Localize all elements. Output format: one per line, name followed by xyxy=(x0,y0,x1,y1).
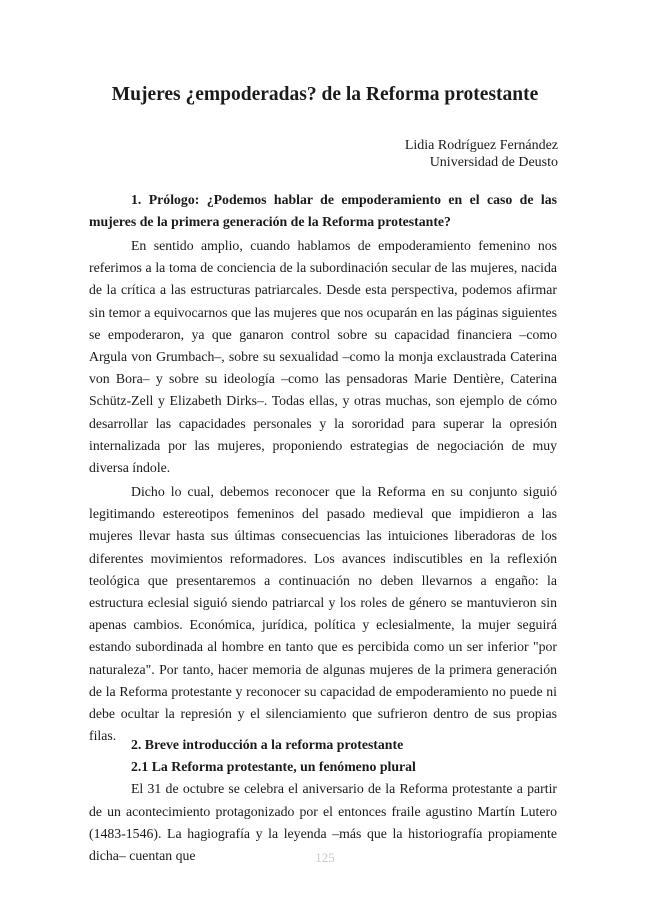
author-affiliation: Universidad de Deusto xyxy=(429,154,558,170)
section-2-block xyxy=(89,734,557,867)
page-number: 125 xyxy=(315,850,335,865)
section-2-heading: 2. Breve introducción a la reforma protestante xyxy=(131,737,404,752)
section-2-1-subheading: 2.1 La Reforma protestante, un fenómeno plural xyxy=(131,759,416,775)
section-1-paragraph-1-block xyxy=(89,235,557,479)
section-1-heading-block xyxy=(89,189,557,233)
section-1-heading: 1. Prólogo: ¿Podemos hablar de empoderamiento en el caso de las mujeres de la primera generación de la Reforma protestante? xyxy=(89,192,557,230)
author-block xyxy=(405,138,558,171)
section-1-paragraph-2-block xyxy=(89,481,557,747)
section-1-paragraph-2: Dicho lo cual, debemos reconocer que la Reforma en su conjunto siguió legitimando estereotipos femeninos del pasado medieval que impidieron a las mujeres llevar hasta sus últimas consecuencias las intuiciones liberadoras de los diferentes movimientos reformadores. Los avances indiscutibles en la reflexión teológica que presentaremos a continuación no deben llevarnos a engaño: la estructura eclesial siguió siendo patriarcal y los roles de género se mantuvieron sin apenas cambios. Económica, jurídica, política y eclesialmente, la mujer seguirá estando subordinada al hombre en tanto que es percibida como un ser inferior "por naturaleza". Por tanto, hacer memoria de algunas mujeres de la primera generación de la Reforma protestante y reconocer su capacidad de empoderamiento no puede ni debe ocultar la represión y el silenciamiento que sufrieron dentro de sus propias filas. xyxy=(89,484,557,744)
section-1-paragraph-1: En sentido amplio, cuando hablamos de empoderamiento femenino nos referimos a la toma de conciencia de la subordinación secular de las mujeres, nacida de la crítica a las estructuras patriarcales. Desde esta perspectiva, podemos afirmar sin temor a equivocarnos que las mujeres que nos ocuparán en las páginas siguientes se empoderaron, ya que ganaron control sobre su capacidad financiera –como Argula von Grumbach–, sobre su sexualidad –como la monja exclaustrada Caterina von Bora– y sobre su ideología –como las pensadoras Marie Dentière, Caterina Schütz-Zell y Elizabeth Dirks–. Todas ellas, y otras muchas, son ejemplo de cómo desarrollar las capacidades personales y la sororidad para superar la opresión internalizada por las mujeres, proponiendo estrategias de negociación de muy diversa índole. xyxy=(89,238,557,476)
section-2-paragraph-1: El 31 de octubre se celebra el aniversario de la Reforma protestante a partir de un acontecimiento protagonizado por el entonces fraile agustino Martín Lutero (1483-1546). La hagiografía y la leyenda –más que la historiografía propiamente dicha– cuentan que xyxy=(89,781,557,864)
author-name: Lidia Rodríguez Fernández xyxy=(404,138,558,153)
document-title: Mujeres ¿empoderadas? de la Reforma protestante xyxy=(111,84,539,105)
